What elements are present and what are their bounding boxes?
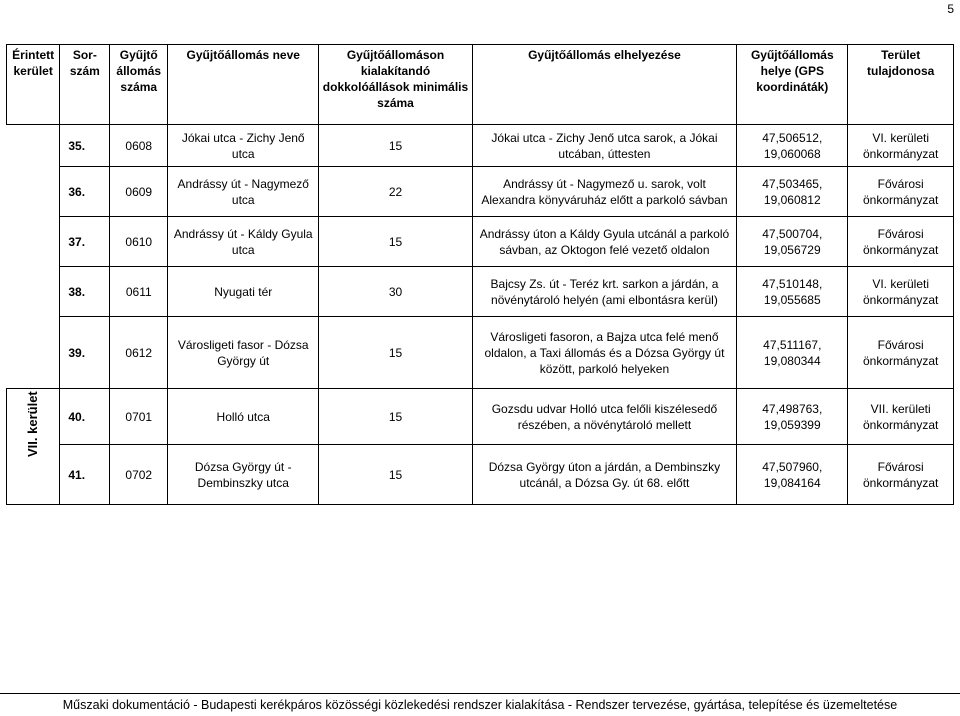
collection-stations-table [6, 44, 954, 505]
row-gps: 47,498763, 19,059399 [737, 389, 848, 445]
row-tulajdonos: Fővárosi önkormányzat [848, 445, 954, 505]
table-row [7, 217, 954, 267]
row-gps: 47,500704, 19,056729 [737, 217, 848, 267]
row-elhelyezes: Andrássy úton a Káldy Gyula utcánál a parkoló sávban, az Oktogon felé vezető oldalon [472, 217, 737, 267]
row-allomas-neve: Holló utca [168, 389, 319, 445]
row-sorszam: 38. [60, 267, 110, 317]
row-sorszam: 35. [60, 125, 110, 167]
row-elhelyezes: Jókai utca - Zichy Jenő utca sarok, a Jókai utcában, úttesten [472, 125, 737, 167]
row-allomas-neve: Andrássy út - Káldy Gyula utca [168, 217, 319, 267]
row-allomas-szama: 0701 [110, 389, 168, 445]
header-sorszam: Sor-szám [60, 45, 110, 125]
row-allomas-neve: Nyugati tér [168, 267, 319, 317]
page-number: 5 [947, 2, 954, 16]
row-allomas-szama: 0609 [110, 167, 168, 217]
row-dokkolo: 15 [319, 317, 472, 389]
row-tulajdonos: VI. kerületi önkormányzat [848, 125, 954, 167]
row-sorszam: 41. [60, 445, 110, 505]
row-gps: 47,510148, 19,055685 [737, 267, 848, 317]
row-gps: 47,511167, 19,080344 [737, 317, 848, 389]
row-allomas-szama: 0610 [110, 217, 168, 267]
district-vii-label: VII. kerület [25, 390, 41, 457]
row-elhelyezes: Gozsdu udvar Holló utca felőli kiszélesedő részében, a növénytároló mellett [472, 389, 737, 445]
row-gps: 47,506512, 19,060068 [737, 125, 848, 167]
row-allomas-neve: Városligeti fasor - Dózsa György út [168, 317, 319, 389]
table-row [7, 389, 954, 445]
row-tulajdonos: Fővárosi önkormányzat [848, 167, 954, 217]
table-row [7, 317, 954, 389]
header-kerulet: Érintett kerület [7, 45, 60, 125]
row-tulajdonos: VII. kerületi önkormányzat [848, 389, 954, 445]
row-dokkolo: 15 [319, 389, 472, 445]
row-elhelyezes: Városligeti fasoron, a Bajza utca felé menő oldalon, a Taxi állomás és a Dózsa György út között, parkoló helyeken [472, 317, 737, 389]
footer-divider [0, 693, 960, 694]
table-row [7, 167, 954, 217]
row-allomas-szama: 0611 [110, 267, 168, 317]
row-tulajdonos: VI. kerületi önkormányzat [848, 267, 954, 317]
row-tulajdonos: Fővárosi önkormányzat [848, 217, 954, 267]
row-dokkolo: 15 [319, 445, 472, 505]
row-elhelyezes: Bajcsy Zs. út - Teréz krt. sarkon a járdán, a növénytároló helyén (ami elbontásra kerül) [472, 267, 737, 317]
row-sorszam: 40. [60, 389, 110, 445]
header-tulajdonos: Terület tulajdonosa [848, 45, 954, 125]
row-allomas-szama: 0608 [110, 125, 168, 167]
row-dokkolo: 22 [319, 167, 472, 217]
header-allomas-neve: Gyűjtőállomás neve [168, 45, 319, 125]
header-allomas-szama: Gyűjtő állomás száma [110, 45, 168, 125]
row-gps: 47,503465, 19,060812 [737, 167, 848, 217]
footer-text: Műszaki dokumentáció - Budapesti kerékpáros közösségi közlekedési rendszer kialakítása - Rendszer tervezése, gyártása, telepítése és üzemeltetése [62, 698, 898, 712]
table-row [7, 445, 954, 505]
table-row [7, 267, 954, 317]
row-tulajdonos: Fővárosi önkormányzat [848, 317, 954, 389]
row-elhelyezes: Dózsa György úton a járdán, a Dembinszky utcánál, a Dózsa Gy. út 68. előtt [472, 445, 737, 505]
district-vii-cell [7, 389, 60, 505]
row-dokkolo: 15 [319, 125, 472, 167]
row-dokkolo: 30 [319, 267, 472, 317]
row-dokkolo: 15 [319, 217, 472, 267]
header-dokkolo: Gyűjtőállomáson kialakítandó dokkolóállások minimális száma [319, 45, 472, 125]
row-elhelyezes: Andrássy út - Nagymező u. sarok, volt Alexandra könyváruház előtt a parkoló sávban [472, 167, 737, 217]
row-allomas-neve: Dózsa György út - Dembinszky utca [168, 445, 319, 505]
row-allomas-neve: Jókai utca - Zichy Jenő utca [168, 125, 319, 167]
row-allomas-szama: 0612 [110, 317, 168, 389]
district-vi-cell [7, 125, 60, 389]
header-row [7, 45, 954, 125]
row-sorszam: 37. [60, 217, 110, 267]
row-allomas-szama: 0702 [110, 445, 168, 505]
header-gps: Gyűjtőállomás helye (GPS koordináták) [737, 45, 848, 125]
row-gps: 47,507960, 19,084164 [737, 445, 848, 505]
row-sorszam: 39. [60, 317, 110, 389]
row-sorszam: 36. [60, 167, 110, 217]
table-row [7, 125, 954, 167]
header-elhelyezes: Gyűjtőállomás elhelyezése [472, 45, 737, 125]
row-allomas-neve: Andrássy út - Nagymező utca [168, 167, 319, 217]
